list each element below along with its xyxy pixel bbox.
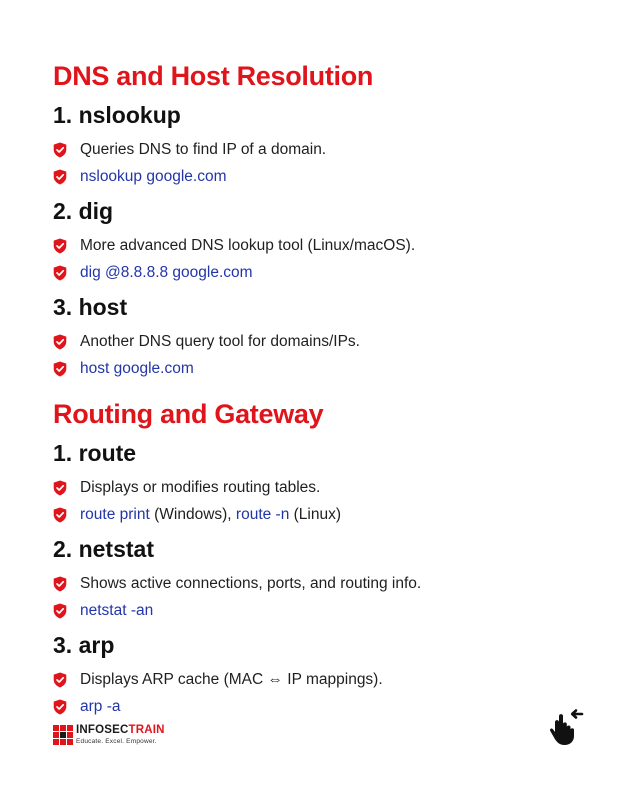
list-item [53, 474, 598, 501]
list-item [53, 597, 598, 624]
tool-list-nslookup [53, 136, 598, 190]
example-command: nslookup google.com [80, 167, 227, 185]
shield-check-icon [53, 576, 67, 592]
tool-description: Another DNS query tool for domains/IPs. [80, 332, 360, 350]
hand-pointer-back-icon[interactable] [547, 707, 585, 747]
tool-title-arp: 3. arp [53, 632, 115, 658]
list-item [53, 693, 598, 720]
example-command-linux: route -n [235, 505, 290, 523]
brand-wordmark [76, 725, 165, 745]
shield-check-icon [53, 603, 67, 619]
brand-logo [53, 722, 165, 748]
shield-check-icon [53, 699, 67, 715]
list-item [53, 666, 598, 693]
example-note: (Linux) [289, 505, 342, 523]
tool-title-netstat: 2. netstat [53, 536, 154, 562]
tool-list-host [53, 328, 598, 382]
list-item [53, 328, 598, 355]
tool-list-route [53, 474, 598, 528]
tool-description: Displays ARP cache (MAC ⇔ IP mappings). [80, 670, 383, 688]
shield-check-icon [53, 142, 67, 158]
example-command-windows: route print [80, 505, 150, 523]
tool-title-dig: 2. dig [53, 198, 114, 224]
tool-description: Shows active connections, ports, and routing info. [80, 574, 422, 592]
brand-name-suffix: TRAIN [128, 724, 165, 736]
shield-check-icon [53, 507, 67, 523]
tool-title-route: 1. route [53, 440, 137, 466]
shield-check-icon [53, 169, 67, 185]
document-page [53, 58, 598, 720]
shield-check-icon [53, 334, 67, 350]
example-note: (Windows), [149, 505, 236, 523]
shield-check-icon [53, 480, 67, 496]
section-title-dns: DNS and Host Resolution [53, 61, 374, 91]
list-item [53, 163, 598, 190]
tool-title-nslookup: 1. nslookup [53, 102, 181, 128]
example-line [80, 505, 341, 525]
shield-check-icon [53, 265, 67, 281]
shield-check-icon [53, 672, 67, 688]
tool-description: Queries DNS to find IP of a domain. [80, 140, 327, 158]
brand-name-prefix: INFOSEC [76, 724, 129, 736]
shield-check-icon [53, 361, 67, 377]
tool-title-host: 3. host [53, 294, 128, 320]
list-item [53, 355, 598, 382]
tool-list-dig [53, 232, 598, 286]
list-item [53, 136, 598, 163]
tool-list-netstat [53, 570, 598, 624]
shield-check-icon [53, 238, 67, 254]
brand-tagline: Educate. Excel. Empower. [76, 737, 157, 745]
brand-name [76, 725, 165, 737]
tool-description: Displays or modifies routing tables. [80, 478, 321, 496]
list-item [53, 232, 598, 259]
section-title-routing: Routing and Gateway [53, 399, 324, 429]
example-command: netstat -an [80, 601, 154, 619]
list-item [53, 259, 598, 286]
tool-list-arp [53, 666, 598, 720]
tool-description: More advanced DNS lookup tool (Linux/macOS). [80, 236, 416, 254]
list-item [53, 501, 598, 528]
example-command: arp -a [80, 697, 121, 715]
example-command: host google.com [80, 359, 194, 377]
infosectrain-logo-icon [53, 725, 73, 745]
list-item [53, 570, 598, 597]
example-command: dig @8.8.8.8 google.com [80, 263, 253, 281]
